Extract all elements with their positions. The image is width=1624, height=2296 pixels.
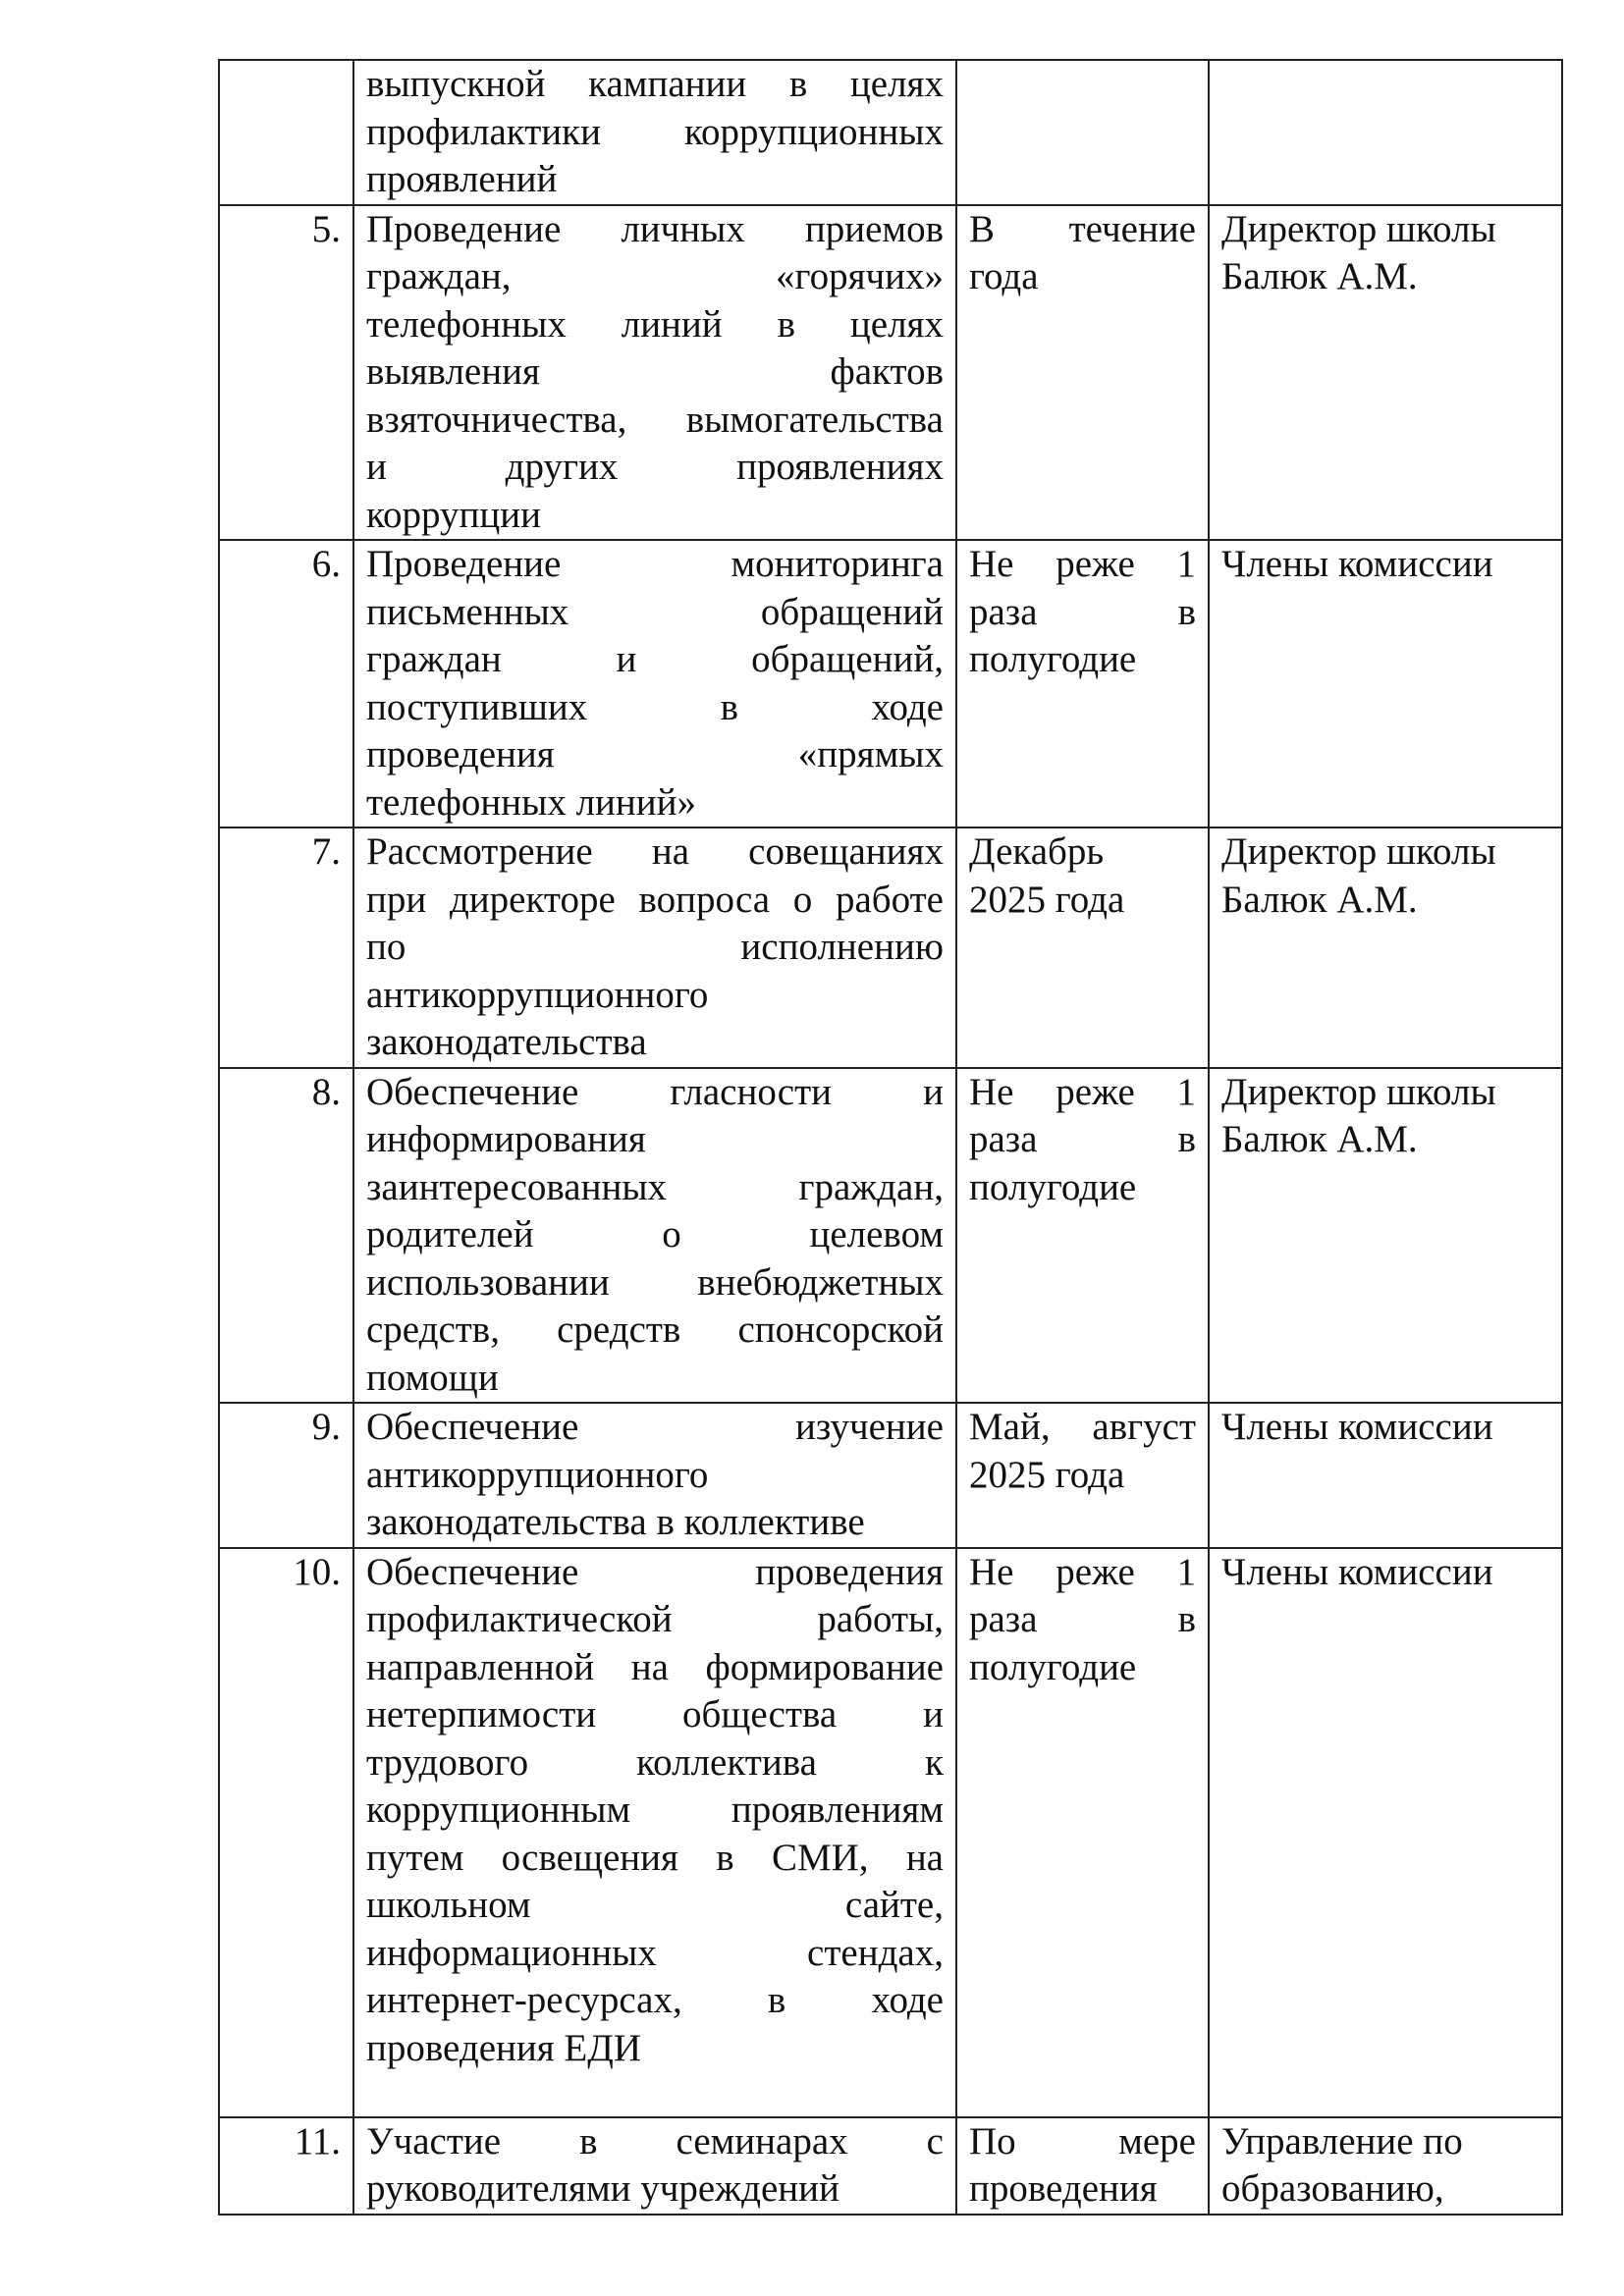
event-text-line: при директоре вопроса о работе [366,878,944,921]
term-text-line: полугодие [969,1165,1137,1208]
event-text-line: информирования [366,1118,646,1160]
responsible-cell [1209,205,1562,541]
plan-table-body [219,60,1562,2215]
event-text-line: интернет-ресурсах, в ходе [366,1979,944,2021]
event-text-line: направленной на формирование [366,1645,944,1688]
row-number-cell [219,60,353,205]
row-number: 9. [311,1406,341,1448]
table-row [219,2117,1562,2215]
event-text-line: информационных стендах, [366,1931,944,1974]
event-text-line: по исполнению [366,926,944,968]
event-text-line: законодательства [366,1021,647,1063]
event-text-line: использовании внебюджетных [366,1260,944,1304]
term-cell [956,60,1209,205]
event-text-line: граждан и обращений, [366,638,944,680]
row-number-cell [219,1548,353,2117]
row-number-cell [219,205,353,541]
event-text-line: телефонных линий в целях [366,302,944,346]
event-text-line: Обеспечение изучение [366,1406,944,1448]
event-text-line: заинтересованных граждан, [366,1165,944,1208]
term-text-line: Май, август [969,1406,1196,1448]
event-text-line: проявлений [366,158,558,200]
event-text-line: письменных обращений [366,590,944,633]
event-text-line: антикоррупционного [366,1453,709,1496]
responsible-text-line: Члены комиссии [1221,1550,1493,1593]
responsible-text-line: Балюк А.М. [1221,255,1418,297]
event-cell [353,828,956,1068]
row-number-cell [219,2117,353,2215]
event-text-line: трудового коллектива к [366,1740,944,1784]
table-row [219,1403,1562,1548]
responsible-cell [1209,540,1562,828]
responsible-cell [1209,1403,1562,1548]
event-cell [353,540,956,828]
term-cell [956,2117,1209,2215]
term-cell [956,1068,1209,1404]
table-row [219,1548,1562,2117]
event-text-line: нетерпимости общества и [366,1693,944,1735]
event-text-line: Участие в семинарах с [366,2119,944,2163]
event-text-line: Обеспечение гласности и [366,1070,944,1113]
event-text-line: поступивших в ходе [366,685,944,728]
event-text-line: законодательства в коллективе [366,1501,865,1543]
term-text-line: проведения [969,2167,1158,2210]
event-cell [353,205,956,541]
event-text-line: коррупции [366,493,541,536]
event-text-line: проведения ЕДИ [366,2026,642,2069]
term-text-line: Не реже 1 [969,543,1196,585]
row-number: 11. [294,2119,341,2163]
event-text-line: выявления фактов [366,350,944,393]
responsible-cell [1209,1068,1562,1404]
event-cell [353,60,956,205]
event-text-line: граждан, «горячих» [366,255,944,297]
term-text-line: 2025 года [969,1453,1125,1496]
event-text-line: коррупционным проявлениям [366,1789,944,1831]
table-row [219,828,1562,1068]
row-number: 10. [293,1550,341,1593]
term-text-line: Не реже 1 [969,1550,1196,1593]
event-text-line: взяточничества, вымогательства [366,398,944,441]
event-text-line: Рассмотрение на совещаниях [366,830,944,873]
event-text-line: проведения «прямых [366,733,944,775]
table-row [219,205,1562,541]
term-text-line: 2025 года [969,878,1125,921]
term-cell [956,828,1209,1068]
term-text-line: По мере [969,2119,1196,2163]
anticorruption-plan-table [218,59,1563,2216]
event-text-line: профилактики коррупционных [366,110,944,153]
event-cell [353,1548,956,2117]
event-cell [353,1068,956,1404]
event-text-line: Проведение мониторинга [366,543,944,585]
responsible-cell [1209,2117,1562,2215]
event-text-line: телефонных линий» [366,780,697,824]
event-text-line: средств, средств спонсорской [366,1308,944,1351]
term-text-line: В течение [969,207,1196,250]
row-number-cell [219,540,353,828]
event-text-line: путем освещения в СМИ, на [366,1836,944,1879]
term-text-line: полугодие [969,1645,1137,1688]
responsible-text-line: образованию, [1221,2167,1444,2210]
term-text-line: раза в [969,590,1196,633]
term-text-line: полугодие [969,638,1137,680]
term-text-line: раза в [969,1118,1196,1160]
term-cell [956,205,1209,541]
event-text-line: Обеспечение проведения [366,1550,944,1593]
responsible-text-line: Директор школы [1221,830,1496,873]
responsible-cell [1209,60,1562,205]
responsible-cell [1209,828,1562,1068]
responsible-text-line: Члены комиссии [1221,1406,1493,1448]
event-text-line: руководителями учреждений [366,2167,839,2210]
row-number-cell [219,1403,353,1548]
responsible-text-line: Директор школы [1221,207,1496,250]
term-text-line: Декабрь [969,830,1105,873]
row-number-cell [219,828,353,1068]
event-text-line: родителей о целевом [366,1213,944,1255]
responsible-text-line: Управление по [1221,2119,1463,2163]
event-text-line: антикоррупционного [366,973,709,1016]
term-cell [956,1548,1209,2117]
term-text-line: Не реже 1 [969,1070,1196,1113]
responsible-text-line: Директор школы [1221,1070,1496,1113]
term-cell [956,1403,1209,1548]
row-number-cell [219,1068,353,1404]
term-text-line: раза в [969,1598,1196,1640]
responsible-cell [1209,1548,1562,2117]
event-cell [353,2117,956,2215]
responsible-text-line: Балюк А.М. [1221,878,1418,921]
event-text-line: и других проявлениях [366,446,944,488]
row-number: 5. [311,207,341,250]
term-cell [956,540,1209,828]
event-cell [353,1403,956,1548]
row-number: 7. [311,830,341,873]
responsible-text-line: Члены комиссии [1221,543,1493,585]
responsible-text-line: Балюк А.М. [1221,1118,1418,1160]
event-text-line: школьном сайте, [366,1884,944,1926]
row-number: 6. [311,543,341,585]
table-row [219,60,1562,205]
term-text-line: года [969,255,1039,297]
event-text-line: Проведение личных приемов [366,207,944,250]
event-text-line: профилактической работы, [366,1598,944,1640]
event-text-line: выпускной кампании в целях [366,63,944,105]
row-number: 8. [311,1070,341,1113]
table-row [219,1068,1562,1404]
event-text-line: помощи [366,1356,499,1399]
table-row [219,540,1562,828]
